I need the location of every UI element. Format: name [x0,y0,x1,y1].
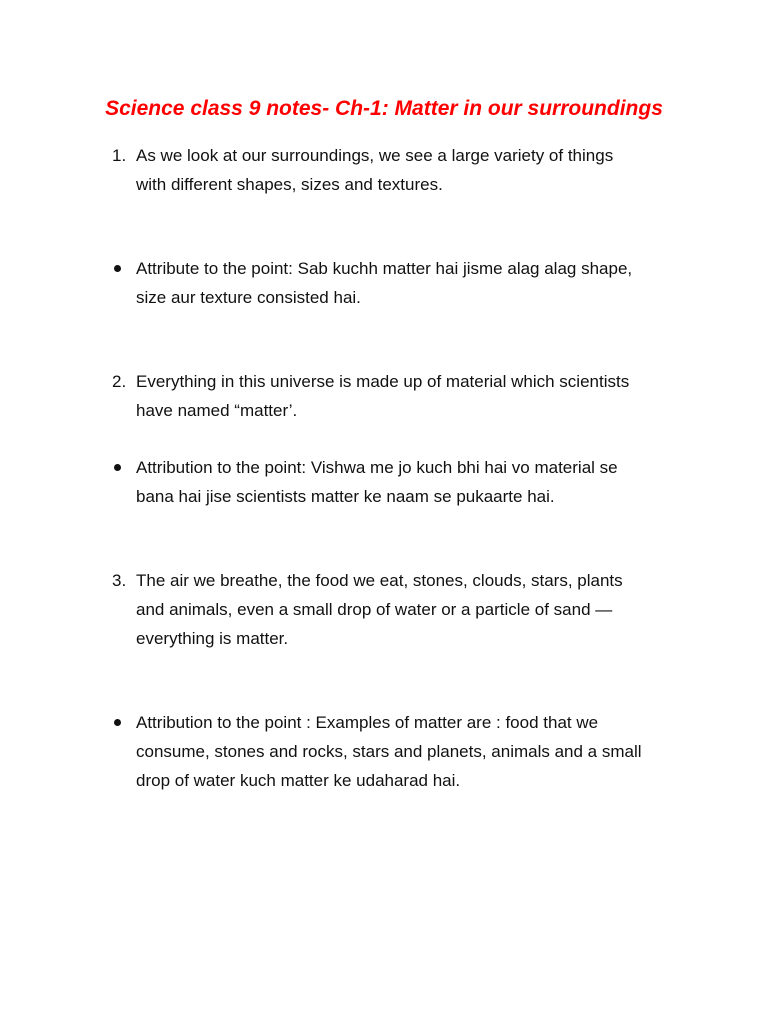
item-line: Attribution to the point : Examples of matter are : food that we [136,713,599,732]
item-line: everything is matter. [136,629,289,648]
bullet-item-1 [136,254,696,312]
bullet-icon [114,265,121,272]
page-title: Science class 9 notes- Ch-1: Matter in our surroundings [105,97,663,120]
item-line: consume, stones and rocks, stars and planets, animals and a small [136,742,642,761]
item-line: As we look at our surroundings, we see a large variety of things [136,146,614,165]
item-line: Attribute to the point: Sab kuchh matter hai jisme alag alag shape, [136,259,633,278]
list-item-2 [112,367,696,425]
item-line: have named “matter’. [136,401,298,420]
list-number: 1. [112,146,127,165]
item-line: and animals, even a small drop of water or a particle of sand — [136,600,613,619]
item-line: Everything in this universe is made up of material which scientists [136,372,630,391]
item-line: The air we breathe, the food we eat, stones, clouds, stars, plants [136,571,623,590]
bullet-item-2 [136,453,696,511]
list-number: 3. [112,571,127,590]
list-number: 2. [112,372,127,391]
bullet-icon [114,719,121,726]
item-line: size aur texture consisted hai. [136,288,361,307]
item-line: Attribution to the point: Vishwa me jo kuch bhi hai vo material se [136,458,618,477]
item-line: drop of water kuch matter ke udaharad hai. [136,771,461,790]
item-line: bana hai jise scientists matter ke naam se pukaarte hai. [136,487,555,506]
bullet-icon [114,464,121,471]
item-line: with different shapes, sizes and textures. [136,175,443,194]
bullet-item-3 [136,708,696,795]
list-item-1 [112,141,696,199]
list-item-3 [112,566,696,653]
